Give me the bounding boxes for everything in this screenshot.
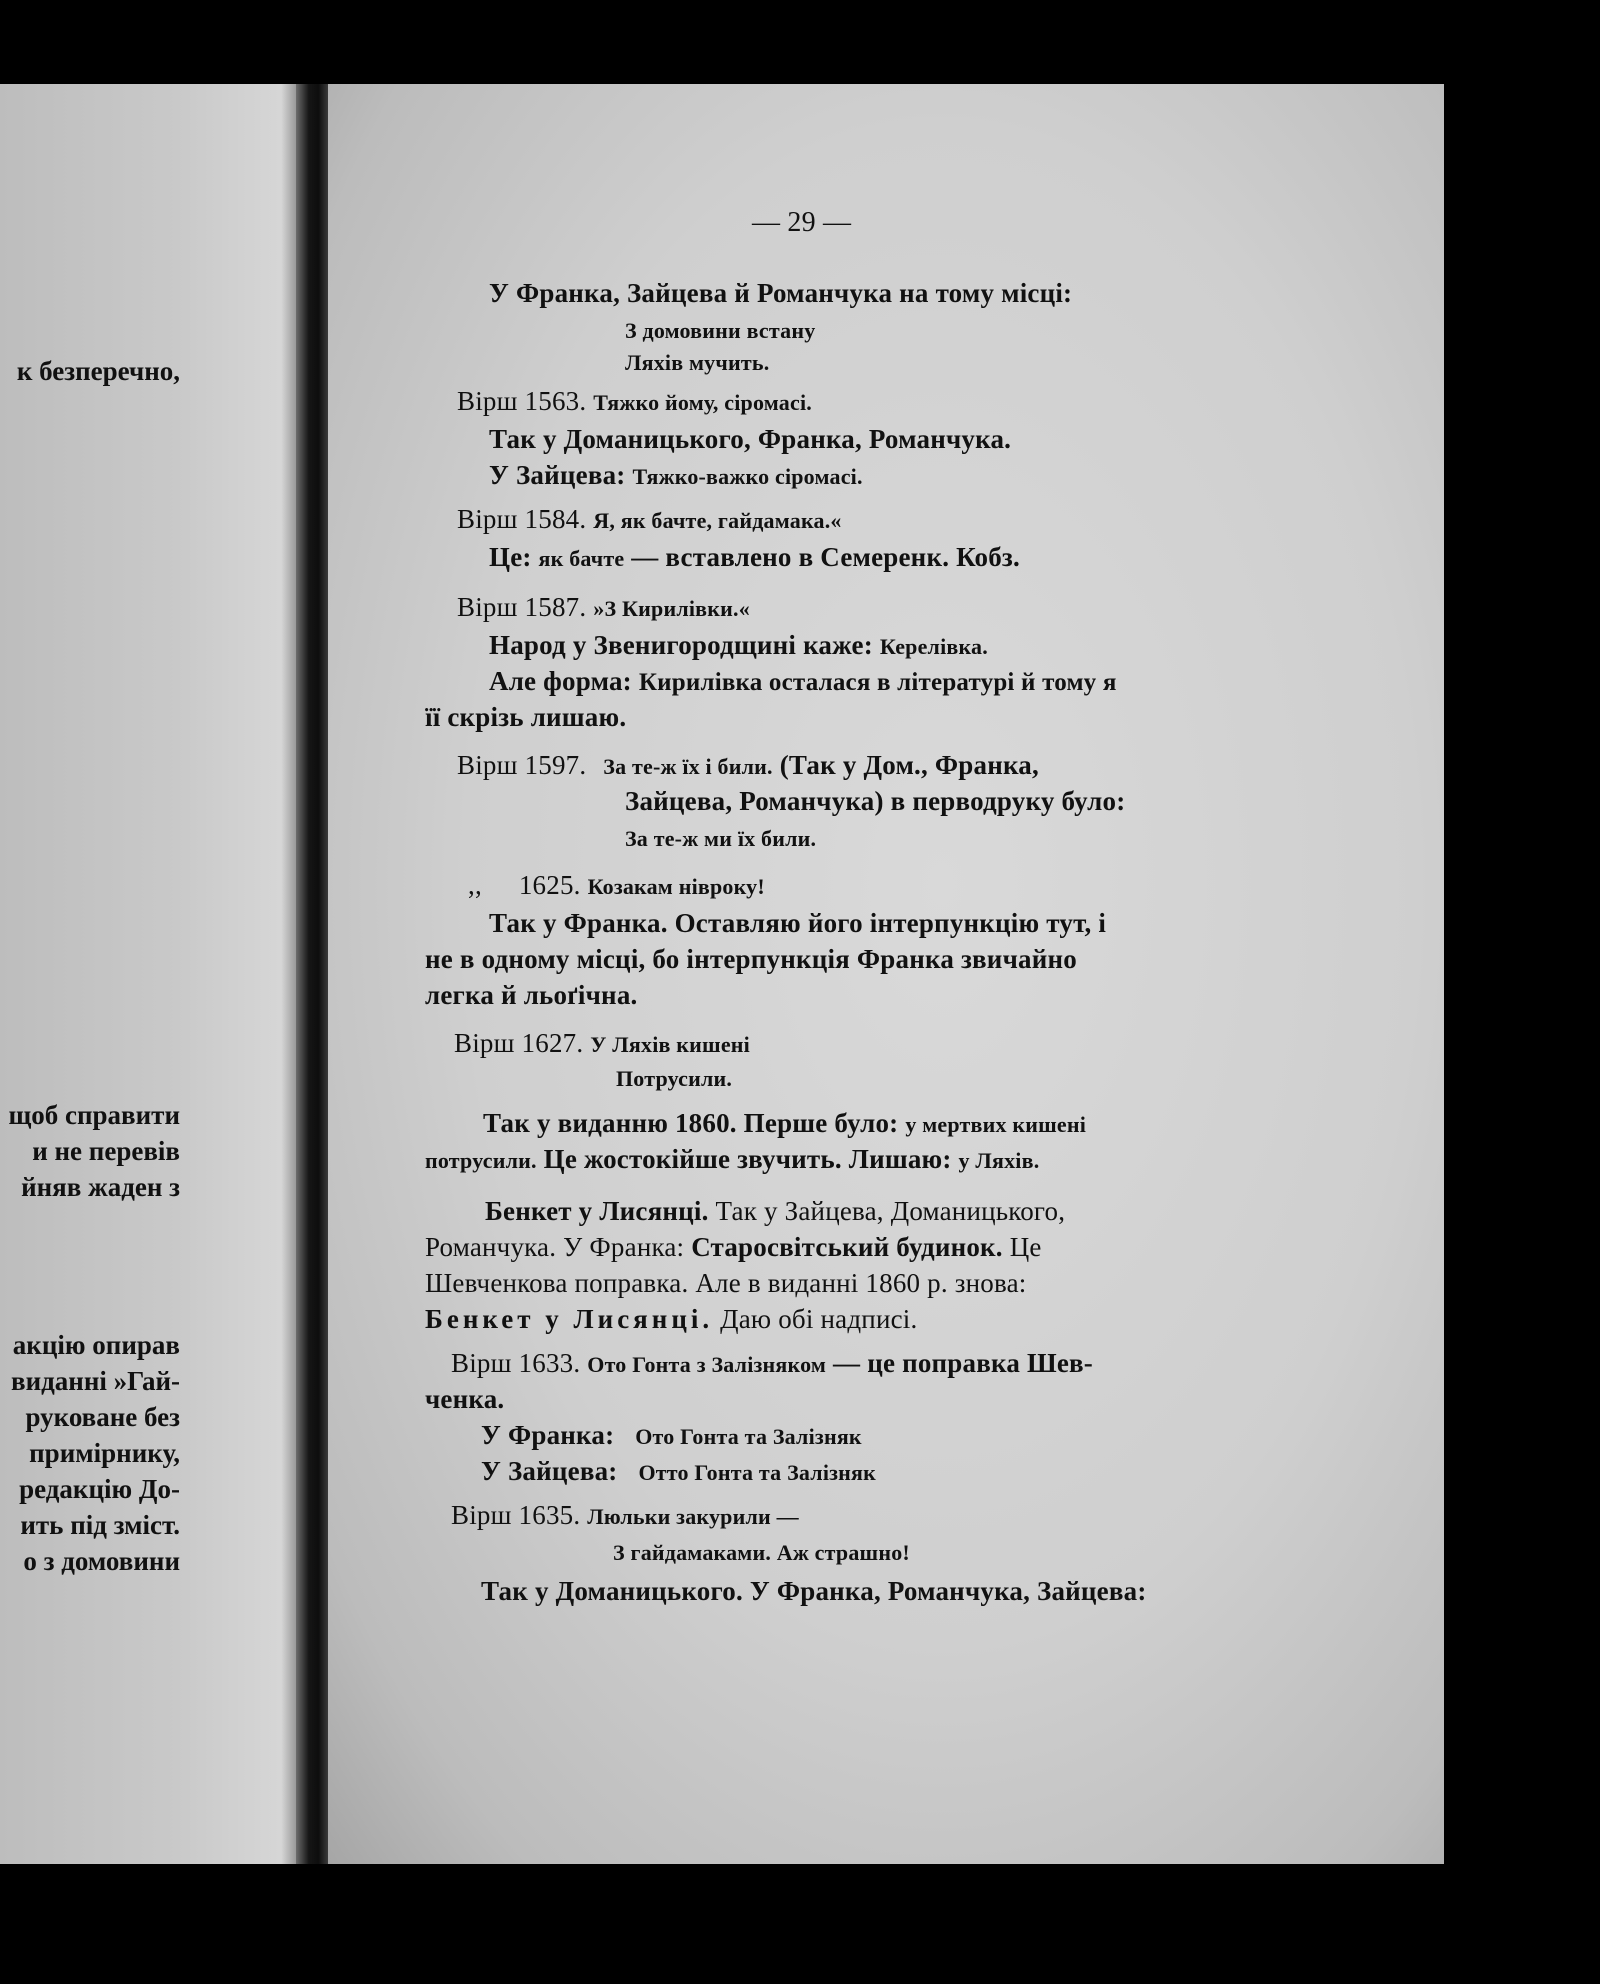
- section-title: Бенкет у Лисянці.: [425, 1304, 714, 1334]
- verse-quote: З гайдамаками. Аж страшно!: [613, 1540, 910, 1565]
- text-line: легка й льоґічна.: [425, 980, 638, 1010]
- left-text-line: ить під зміст.: [20, 1510, 180, 1540]
- section-title: Старосвітський будинок.: [691, 1232, 1003, 1262]
- verse-quote: Керелівка.: [879, 634, 988, 659]
- text-fragment: — це поправка Шев-: [833, 1348, 1094, 1378]
- verse-quote: Козакам нівроку!: [587, 874, 765, 899]
- verse-quote: у Ляхів.: [958, 1148, 1040, 1173]
- text-label: У Франка:: [481, 1420, 615, 1450]
- left-text-line: виданні »Гай-: [10, 1366, 180, 1396]
- verse-quote: За те-ж ми їх били.: [625, 826, 817, 851]
- verse-quote: Тяжко-важко сіромасі.: [632, 464, 863, 489]
- text-line: У Франка, Зайцева й Романчука на тому місці:: [489, 278, 1073, 308]
- text-line: Зайцева, Романчука) в перводруку було:: [625, 786, 1126, 816]
- verse-label: Вірш 1587.: [457, 592, 587, 622]
- left-text-line: к безперечно,: [16, 356, 180, 386]
- verse-label: Вірш 1635.: [451, 1500, 581, 1530]
- verse-quote: Ляхів мучить.: [625, 350, 770, 375]
- verse-quote: З домовини встану: [625, 318, 816, 343]
- right-page: [328, 84, 1444, 1864]
- text-label: У Зайцева:: [481, 1456, 618, 1486]
- verse-label: Вірш 1627.: [454, 1028, 584, 1058]
- left-text-line: о з домовини: [23, 1546, 180, 1576]
- left-text-line: руковане без: [25, 1402, 180, 1432]
- text-fragment: Романчука. У Франка:: [425, 1232, 685, 1262]
- left-text-line: щоб справити: [8, 1100, 180, 1130]
- verse-quote: Люльки закурили —: [587, 1504, 799, 1529]
- text-fragment: Даю обі надписі.: [720, 1304, 918, 1334]
- text-line: Так у Франка. Оставляю його інтерпункцію тут, і: [489, 908, 1107, 938]
- verse-label: Вірш 1584.: [457, 504, 587, 534]
- text-line: не в одному місці, бо інтерпункція Франка звичайно: [425, 944, 1077, 974]
- text-fragment: Народ у Звенигородщині каже:: [489, 630, 873, 660]
- section-title: Бенкет у Лисянці.: [485, 1196, 709, 1226]
- left-text-line: примірнику,: [29, 1438, 180, 1468]
- verse-label: 1625.: [518, 870, 581, 900]
- verse-label: Вірш 1597.: [457, 750, 587, 780]
- text-fragment: — вставлено в Семеренк. Кобз.: [631, 542, 1020, 572]
- text-label: Але форма:: [489, 666, 632, 696]
- verse-quote: Я, як бачте, гайдамака.«: [593, 508, 842, 533]
- left-page-fragment: [0, 84, 296, 1864]
- text-fragment: Так у виданню 1860. Перше було:: [483, 1108, 899, 1138]
- verse-quote: Ото Гонта та Залізняк: [635, 1424, 862, 1449]
- left-text-line: редакцію До-: [19, 1474, 180, 1504]
- text-line: Так у Доманицького, Франка, Романчука.: [489, 424, 1012, 454]
- verse-quote: Ото Гонта з Залізняком: [587, 1352, 827, 1377]
- left-text-line: йняв жаден з: [21, 1172, 180, 1202]
- text-fragment: Так у Зайцева, Доманицького,: [715, 1196, 1066, 1226]
- verse-quote: Тяжко йому, сіромасі.: [593, 390, 812, 415]
- text-line: Шевченкова поправка. Але в виданні 1860 р. знова:: [425, 1268, 1027, 1298]
- text-fragment: Кирилівка осталася в літературі й тому я: [638, 669, 1117, 696]
- left-text-line: и не перевів: [32, 1136, 180, 1166]
- text-fragment: (Так у Дом., Франка,: [779, 750, 1039, 780]
- book-gutter: [296, 84, 328, 1864]
- text-fragment: Це: [1009, 1232, 1042, 1262]
- page-number: — 29 —: [752, 207, 852, 238]
- verse-quote: потрусили.: [425, 1148, 537, 1173]
- verse-quote: Потрусили.: [616, 1066, 733, 1091]
- verse-quote: як бачте: [538, 546, 625, 571]
- verse-quote: у мертвих кишені: [905, 1112, 1087, 1137]
- verse-quote: За те-ж їх і били.: [603, 754, 773, 779]
- verse-label: Вірш 1633.: [451, 1348, 581, 1378]
- text-label: Це:: [489, 542, 532, 572]
- ditto-mark: ,,: [468, 870, 482, 900]
- verse-quote: »З Кирилівки.«: [593, 596, 750, 621]
- text-fragment: Це жостокійше звучить. Лишаю:: [543, 1144, 952, 1174]
- text-line: її скрізь лишаю.: [425, 702, 627, 732]
- verse-quote: Отто Гонта та Залізняк: [638, 1460, 877, 1485]
- text-label: У Зайцева:: [489, 460, 626, 490]
- verse-label: Вірш 1563.: [457, 386, 587, 416]
- text-line: ченка.: [425, 1384, 505, 1414]
- text-line: Так у Доманицького. У Франка, Романчука, Зайцева:: [481, 1576, 1147, 1606]
- left-text-line: акцію опирав: [12, 1330, 180, 1360]
- verse-quote: У Ляхів кишені: [590, 1032, 750, 1057]
